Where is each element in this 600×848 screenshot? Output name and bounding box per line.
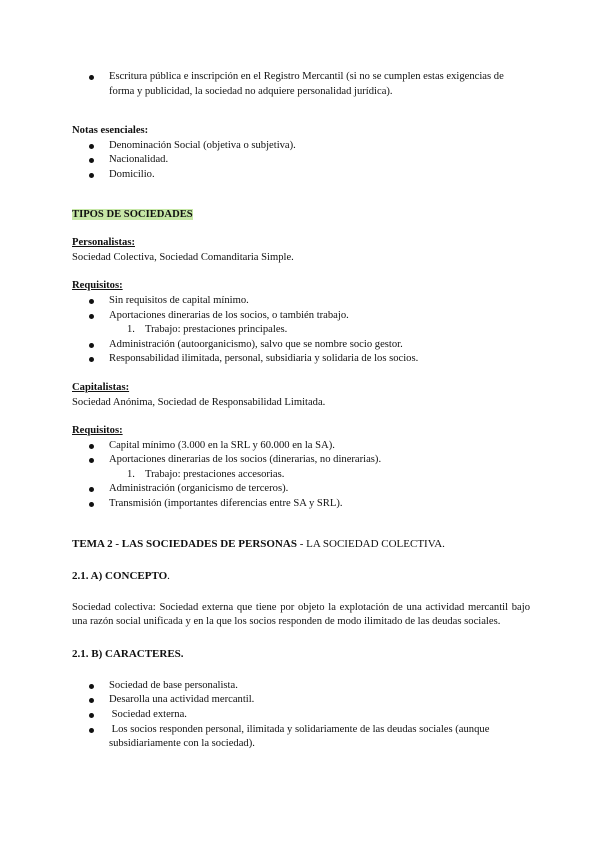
- caracteres-heading: 2.1. B) CARACTERES.: [72, 647, 184, 660]
- list-item: Sociedad de base personalista.: [72, 679, 530, 694]
- list-item: Escritura pública e inscripción en el Registro Mercantil (si no se cumplen estas exigencias de forma y publicidad, la sociedad no adquiere personalidad jurídica).: [72, 70, 530, 99]
- list-item: Nacionalidad.: [72, 153, 530, 168]
- concepto-paragraph: Sociedad colectiva: Sociedad externa que tiene por objeto la explotación de una actividad mercantil bajo una razón social unificada y en la que los socios responden de modo ilimitado de las deudas sociales.: [72, 601, 530, 628]
- list-item: Denominación Social (objetiva o subjetiva).: [72, 139, 530, 154]
- list-item: Responsabilidad ilimitada, personal, subsidiaria y solidaria de los socios.: [72, 352, 530, 367]
- personalistas-heading: Personalistas:: [72, 237, 135, 249]
- concepto-heading-rest: .: [167, 569, 170, 582]
- tema2-heading-rest: - LA SOCIEDAD COLECTIVA.: [296, 537, 445, 550]
- personalistas-requisitos-list: [72, 294, 530, 323]
- personalistas-requisitos-list-cont: [72, 338, 530, 367]
- numbered-sub-item: [72, 468, 530, 483]
- notas-heading: Notas esenciales:: [72, 125, 149, 137]
- list-item: Transmisión (importantes diferencias entre SA y SRL).: [72, 497, 530, 512]
- list-item: Aportaciones dinerarias de los socios, o también trabajo.: [72, 309, 530, 324]
- capitalistas-text: Sociedad Anónima, Sociedad de Responsabilidad Limitada.: [72, 396, 326, 408]
- tema2-heading-bold: TEMA 2 - LAS SOCIEDADES DE PERSONAS: [72, 537, 297, 550]
- personalistas-requisitos-heading: Requisitos:: [72, 280, 123, 292]
- concepto-heading: [72, 569, 530, 584]
- caracteres-list: [72, 679, 530, 752]
- list-item: Aportaciones dinerarias de los socios (dinerarias, no dinerarias).: [72, 453, 530, 468]
- tipos-heading: TIPOS DE SOCIEDADES: [72, 208, 193, 220]
- list-item: Sin requisitos de capital mínimo.: [72, 294, 530, 309]
- sub-item-number: 1.: [127, 468, 135, 480]
- personalistas-text: Sociedad Colectiva, Sociedad Comanditaria Simple.: [72, 251, 294, 263]
- tema2-heading: [72, 537, 530, 552]
- capitalistas-requisitos-list: [72, 439, 530, 468]
- capitalistas-heading: Capitalistas:: [72, 381, 130, 393]
- capitalistas-requisitos-list-cont: [72, 482, 530, 511]
- intro-bullet-list: [72, 70, 530, 99]
- capitalistas-requisitos-heading: Requisitos:: [72, 425, 123, 437]
- tipos-heading-row: [72, 208, 530, 223]
- notas-list: [72, 139, 530, 183]
- list-item: Administración (organicismo de terceros).: [72, 482, 530, 497]
- concepto-heading-bold: 2.1. A) CONCEPTO: [72, 569, 168, 582]
- list-item: Administración (autoorganicismo), salvo que se nombre socio gestor.: [72, 338, 530, 353]
- sub-item-text: Trabajo: prestaciones accesorias.: [145, 468, 285, 480]
- sub-item-text: Trabajo: prestaciones principales.: [145, 324, 288, 336]
- document-page: [72, 70, 530, 752]
- sub-item-number: 1.: [127, 324, 135, 336]
- list-item: Desarolla una actividad mercantil.: [72, 693, 530, 708]
- list-item: Capital mínimo (3.000 en la SRL y 60.000 en la SA).: [72, 439, 530, 454]
- list-item: Sociedad externa.: [72, 708, 530, 723]
- numbered-sub-item: [72, 323, 530, 338]
- list-item: Domicilio.: [72, 168, 530, 183]
- list-item: Los socios responden personal, ilimitada y solidariamente de las deudas sociales (aunque subsidiariamente con la sociedad).: [72, 723, 530, 752]
